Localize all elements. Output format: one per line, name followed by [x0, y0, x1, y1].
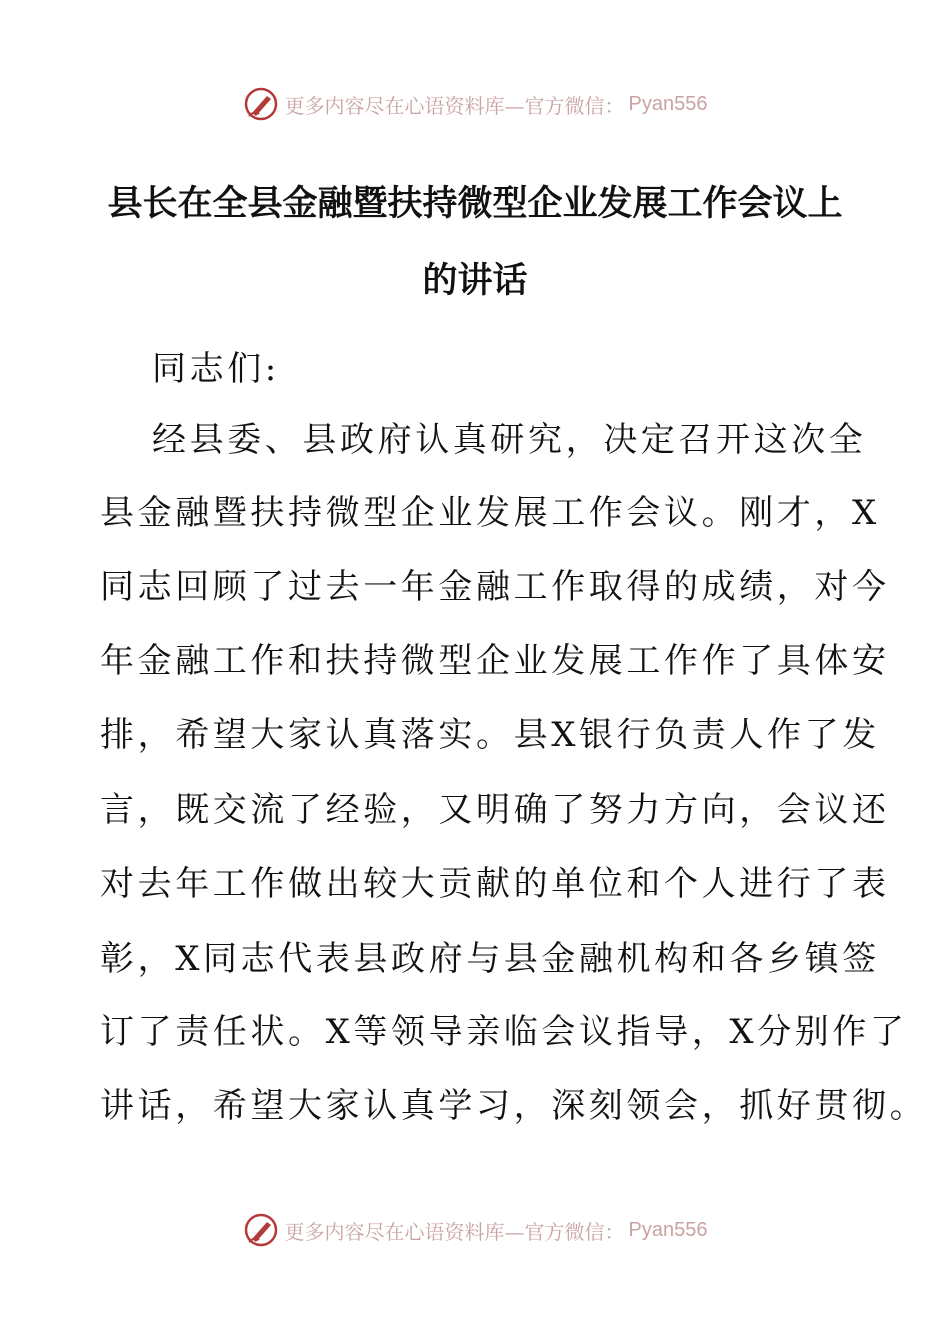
paragraph-line: 年金融工作和扶持微型企业发展工作作了具体安 — [100, 641, 890, 681]
paragraph-line: 排，希望大家认真落实。县X银行负责人作了发 — [100, 715, 880, 755]
banner-wechat-id: Pyan556 — [628, 1218, 708, 1241]
banner-wechat-id: Pyan556 — [628, 92, 708, 115]
banner-brand-text: 更多内容尽在心语资料库—官方微信： — [284, 93, 625, 118]
paragraph-line: 言，既交流了经验，又明确了努力方向，会议还 — [100, 790, 890, 830]
header-watermark-banner — [0, 84, 950, 124]
paragraph-line: 彰，X同志代表县政府与县金融机构和各乡镇签 — [100, 939, 880, 979]
pen-logo-icon — [243, 86, 279, 122]
document-title-line-2: 的讲话 — [422, 261, 528, 301]
document-title-line-1: 县长在全县金融暨扶持微型企业发展工作会议上 — [107, 184, 843, 224]
pen-logo-icon — [243, 1212, 279, 1248]
paragraph-line: 对去年工作做出较大贡献的单位和个人进行了表 — [100, 864, 890, 904]
paragraph-line: 订了责任状。X等领导亲临会议指导，X分别作了 — [100, 1012, 908, 1052]
banner-brand-text: 更多内容尽在心语资料库—官方微信： — [284, 1219, 625, 1244]
paragraph-line: 讲话，希望大家认真学习，深刻领会，抓好贯彻。 — [100, 1086, 928, 1126]
paragraph-line: 经县委、县政府认真研究，决定召开这次全 — [152, 420, 867, 460]
paragraph-line: 县金融暨扶持微型企业发展工作会议。刚才，X — [100, 493, 880, 533]
salutation: 同志们: — [152, 349, 280, 389]
paragraph-line: 同志回顾了过去一年金融工作取得的成绩，对今 — [100, 567, 890, 607]
footer-watermark-banner — [0, 1210, 950, 1250]
